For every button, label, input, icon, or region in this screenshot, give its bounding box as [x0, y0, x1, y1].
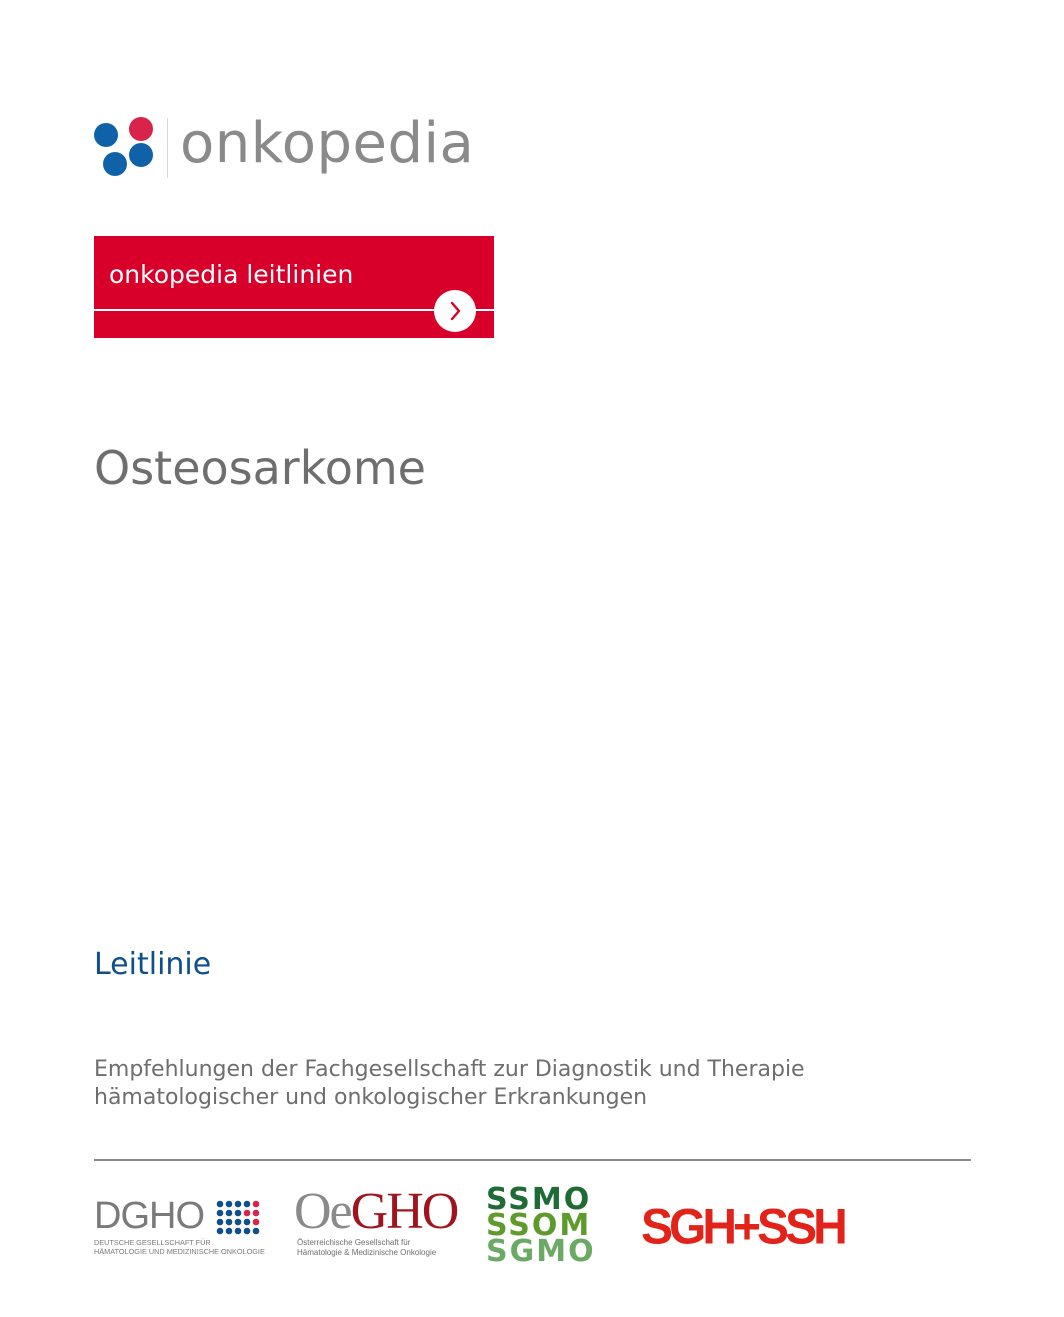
onkopedia-logo[interactable]	[94, 111, 514, 186]
sghssh-logo[interactable]: SGH+SSH	[641, 1199, 844, 1255]
description-line-2: hämatologischer und onkologischer Erkrankungen	[94, 1085, 648, 1110]
banner-label: onkopedia leitlinien	[109, 260, 354, 289]
brand-dots-icon	[94, 116, 156, 180]
brand-wordmark: onkopedia	[180, 111, 475, 176]
oegho-letters	[294, 1184, 457, 1240]
oegho-subtitle-line-2: Hämatologie & Medizinische Onkologie	[297, 1248, 437, 1257]
description-line-1: Empfehlungen der Fachgesellschaft zur Diagnostik und Therapie	[94, 1057, 805, 1082]
oegho-logo[interactable]	[294, 1183, 464, 1264]
ssmo-logo[interactable]	[486, 1182, 606, 1270]
page-title: Osteosarkome	[94, 441, 426, 495]
document-type: Leitlinie	[94, 947, 212, 982]
document-description	[94, 1056, 914, 1112]
brand-divider	[167, 118, 168, 178]
dgho-logo[interactable]	[94, 1195, 265, 1258]
ssmo-line-1: SSMO	[486, 1182, 592, 1217]
dgho-subtitle-line-2: HÄMATOLOGIE UND MEDIZINISCHE ONKOLOGIE	[94, 1247, 265, 1256]
ssmo-line-2: SSOM	[486, 1208, 592, 1243]
banner-arrow-button[interactable]	[434, 290, 476, 332]
dgho-subtitle-line-1: DEUTSCHE GESELLSCHAFT FÜR	[94, 1238, 211, 1247]
oegho-subtitle	[297, 1238, 436, 1258]
oegho-subtitle-line-1: Österreichische Gesellschaft für	[297, 1238, 411, 1247]
leitlinien-banner[interactable]	[94, 236, 494, 338]
oegho-letters-prefix: Oe	[294, 1183, 351, 1240]
divider-rule	[94, 1159, 971, 1161]
dgho-letters: DGHO	[94, 1195, 204, 1237]
dgho-subtitle	[94, 1238, 265, 1256]
dgho-dots-icon	[216, 1200, 262, 1240]
ssmo-line-3: SGMO	[486, 1234, 596, 1269]
oegho-letters-main: GHO	[350, 1183, 458, 1240]
chevron-right-icon	[434, 290, 476, 332]
